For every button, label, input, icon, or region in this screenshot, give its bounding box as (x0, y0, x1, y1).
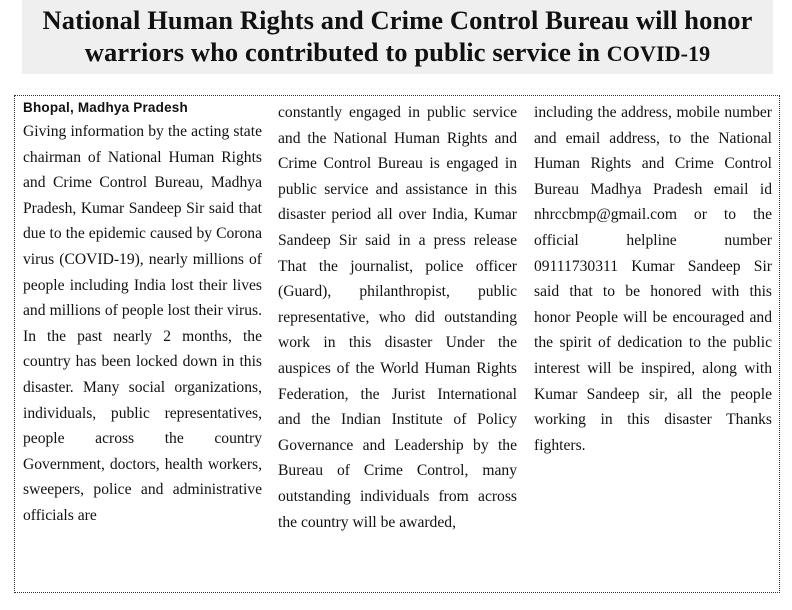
headline-line-1: National Human Rights and Crime Control Bureau will honor (42, 5, 753, 35)
column-1-text: Giving information by the acting state chairman of National Human Rights and Crime Control Bureau, Madhya Pradesh, Kumar Sandeep Sir said that due to the epidemic caused by Corona virus (COVID-19), nearly millions of people including India lost their lives and millions of people lost their virus. In the past nearly 2 months, the country has been locked down in this disaster. Many social organizations, individuals, public representatives, people across the country Government, doctors, health workers, sweepers, police and administrative officials are (23, 123, 262, 524)
column-2-text: constantly engaged in public service and the National Human Rights and Crime Control Bureau is engaged in public service and assistance in this disaster period all over India, Kumar Sandeep Sir said in a press release That the journalist, police officer (Guard), philanthropist, public representative, who did outstanding work in this disaster Under the auspices of the World Human Rights Federation, the Jurist International and the Indian Institute of Policy Governance and Leadership by the Bureau of Crime Control, many outstanding individuals from across the country will be awarded, (278, 104, 517, 531)
headline-line-2-tail: COVID-19 (606, 41, 711, 66)
article-column-3 (534, 100, 772, 458)
headline-box (22, 0, 773, 74)
headline (22, 0, 773, 70)
column-3-text: including the address, mobile number and email address, to the National Human Rights and Crime Control Bureau Madhya Pradesh email id nhrccbmp@gmail.com or to the official helpline number 09111730311 Kumar Sandeep Sir said that to be honored with this honor People will be encouraged and the spirit of dedication to the public interest will be inspired, along with Kumar Sandeep sir, all the people working in this disaster Thanks fighters. (534, 104, 772, 454)
article-column-1 (23, 97, 262, 529)
article-body (14, 95, 780, 593)
headline-line-2: warriors who contributed to public service in (84, 37, 601, 67)
dateline: Bhopal, Madhya Pradesh (23, 100, 188, 115)
article-column-2 (278, 100, 517, 535)
